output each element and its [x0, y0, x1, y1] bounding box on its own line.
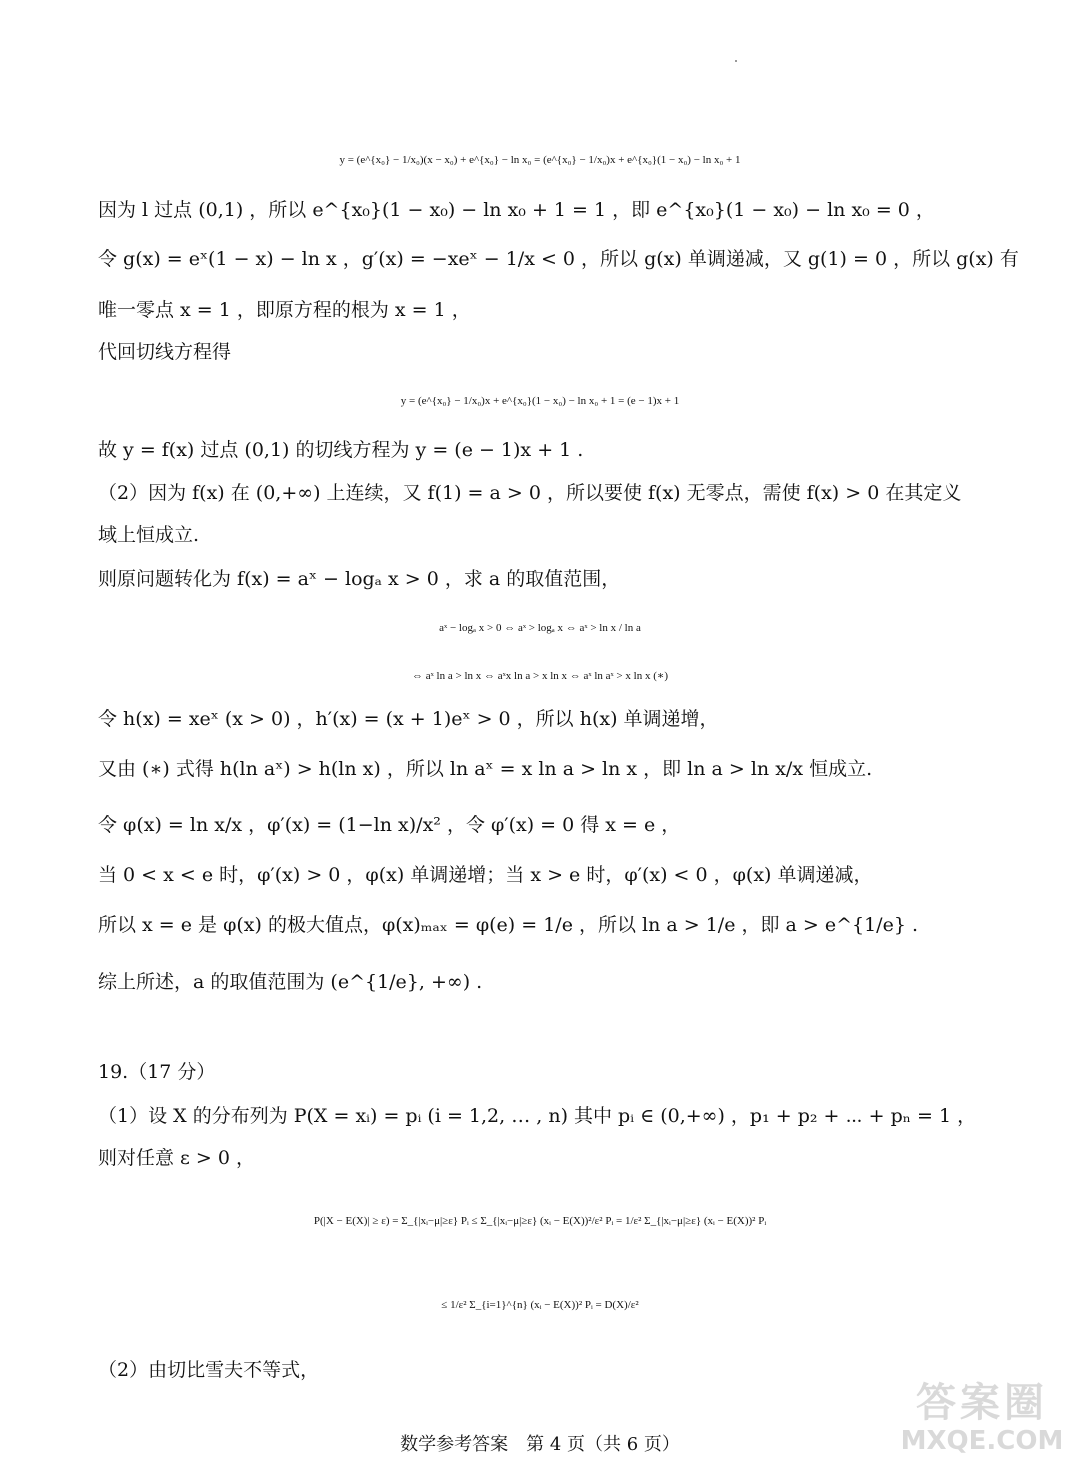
- page-footer: 数学参考答案 第 4 页（共 6 页）: [400, 1434, 680, 1455]
- text-line-9: 域上恒成立.: [98, 524, 200, 546]
- display-equation-1: y = (e^{x₀} − 1/x₀)(x − x₀) + e^{x₀} − ln x₀ = (e^{x₀} − 1/x₀)x + e^{x₀}(1 − x₀) − ln x₀ + 1: [339, 154, 741, 166]
- display-equation-23: ≤ 1/ε² Σ_{i=1}^{n} (xᵢ − E(X))² Pᵢ = D(X)/ε²: [441, 1299, 639, 1311]
- text-line-4: 唯一零点 x = 1 ，即原方程的根为 x = 1 ，: [98, 299, 471, 321]
- text-line-16: 当 0 < x < e 时，φ′(x) > 0 ，φ(x) 单调递增；当 x > e 时，φ′(x) < 0 ，φ(x) 单调递减，: [98, 864, 873, 886]
- display-equation-11: aˣ − logₐ x > 0 ⇔ aˣ > logₐ x ⇔ aˣ > ln x / ln a: [439, 622, 641, 634]
- text-line-2: 因为 l 过点 (0,1) ，所以 e^{x₀}(1 − x₀) − ln x₀ + 1 = 1 ，即 e^{x₀}(1 − x₀) − ln x₀ = 0 ，: [98, 199, 935, 221]
- text-line-20: （1）设 X 的分布列为 P(X = xᵢ) = pᵢ (i = 1,2, … , n) 其中 pᵢ ∈ (0,+∞) ，p₁ + p₂ + ⋯ + pₙ = 1 ，: [98, 1105, 977, 1127]
- watermark-text-cn: 答案圈: [916, 1380, 1048, 1426]
- text-line-7: 故 y = f(x) 过点 (0,1) 的切线方程为 y = (e − 1)x + 1 .: [98, 439, 584, 461]
- text-line-14: 又由 (∗) 式得 h(ln aˣ) > h(ln x) ，所以 ln aˣ = x ln a > ln x ，即 ln a > ln x/x 恒成立.: [98, 758, 873, 780]
- scan-speck: [735, 60, 737, 62]
- text-line-10: 则原问题转化为 f(x) = aˣ − logₐ x > 0 ，求 a 的取值范围，: [98, 568, 621, 590]
- display-equation-6: y = (e^{x₀} − 1/x₀)x + e^{x₀}(1 − x₀) − ln x₀ + 1 = (e − 1)x + 1: [400, 395, 680, 407]
- text-line-13: 令 h(x) = xeˣ (x > 0) ，h′(x) = (x + 1)eˣ > 0 ，所以 h(x) 单调递增，: [98, 708, 719, 730]
- display-equation-22: P(|X − E(X)| ≥ ε) = Σ_{|xᵢ−μ|≥ε} Pᵢ ≤ Σ_{|xᵢ−μ|≥ε} (xᵢ − E(X))²/ε² Pᵢ = 1/ε² Σ_{|xᵢ−μ|≥ε} (xᵢ − E(X))² Pᵢ: [313, 1215, 767, 1227]
- text-line-3: 令 g(x) = eˣ(1 − x) − ln x ，g′(x) = −xeˣ − 1/x < 0 ，所以 g(x) 单调递减，又 g(1) = 0 ，所以 g(x) 有: [98, 248, 1019, 270]
- text-line-21: 则对任意 ε > 0 ，: [98, 1147, 256, 1169]
- watermark: [892, 1380, 1072, 1462]
- watermark-text-en: MXQE.COM: [900, 1426, 1064, 1456]
- text-line-5: 代回切线方程得: [98, 341, 232, 363]
- text-line-24: （2）由切比雪夫不等式，: [98, 1359, 320, 1381]
- text-line-19: 19.（17 分）: [98, 1061, 216, 1083]
- display-equation-12: ⇔ aˣ ln a > ln x ⇔ aˣx ln a > x ln x ⇔ aˣ ln aˣ > x ln x (∗): [411, 670, 668, 682]
- text-line-15: 令 φ(x) = ln x/x ，φ′(x) = (1−ln x)/x² ，令 φ′(x) = 0 得 x = e ，: [98, 814, 681, 836]
- text-line-18: 综上所述，a 的取值范围为 (e^{1/e}, +∞) .: [98, 971, 483, 993]
- text-line-8: （2）因为 f(x) 在 (0,+∞) 上连续，又 f(1) = a > 0 ，所以要使 f(x) 无零点，需使 f(x) > 0 在其定义: [98, 482, 962, 504]
- text-line-17: 所以 x = e 是 φ(x) 的极大值点，φ(x)ₘₐₓ = φ(e) = 1/e ，所以 ln a > 1/e ，即 a > e^{1/e} .: [98, 914, 918, 936]
